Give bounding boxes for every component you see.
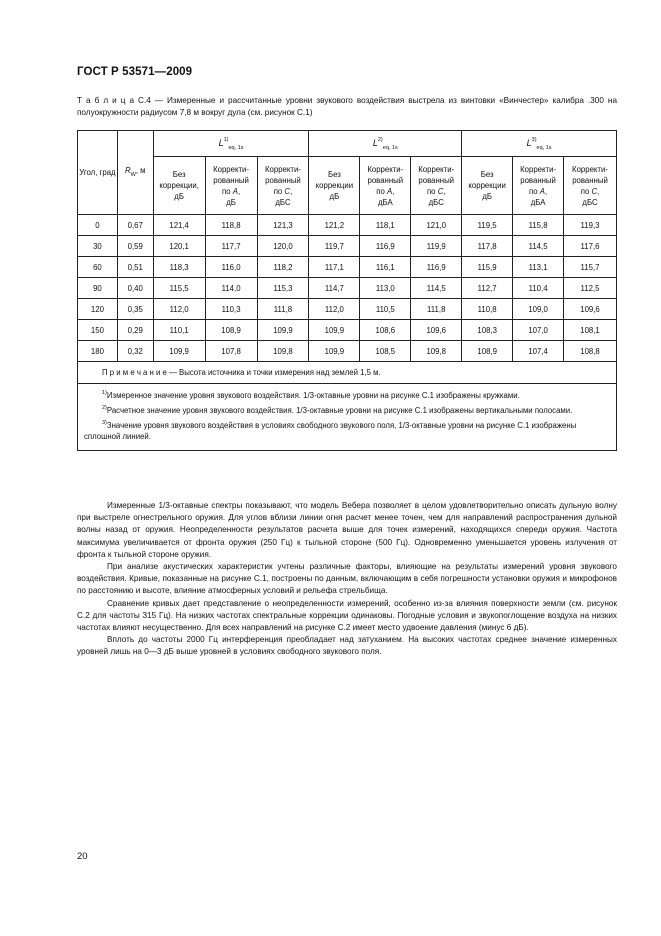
subheader-line: дБ (482, 192, 492, 201)
subheader-line: дБ (329, 192, 340, 201)
distance-cell: 0,67 (117, 215, 153, 236)
distance-cell: 0,35 (117, 299, 153, 320)
subheader-line: дБА (377, 197, 393, 207)
level-cell: 121,4 (153, 215, 205, 236)
level-cell: 110,4 (513, 278, 564, 299)
subheader-cell (205, 157, 257, 215)
subheader-line: дБА (530, 197, 546, 207)
level-cell: 118,3 (153, 257, 205, 278)
group-header-calculated: $L^{2)}_{eq, 1s}$ (309, 131, 462, 157)
level-cell: 107,8 (205, 341, 257, 362)
subheader-cell (564, 157, 617, 215)
correction-letter: А (386, 186, 393, 196)
level-cell: 110,5 (360, 299, 411, 320)
level-cell: 111,8 (411, 299, 462, 320)
level-cell: 118,8 (205, 215, 257, 236)
angle-cell: 150 (78, 320, 118, 341)
level-cell: 112,7 (462, 278, 513, 299)
level-cell: 109,8 (411, 341, 462, 362)
level-cell: 112,0 (153, 299, 205, 320)
paragraph: Сравнение кривых дает представление о неопределенности измерений, особенно из-за влияния поверхности земли (см. рисунок С.2 для частоты 315 Гц). На низких частотах спектральные коррекции одинаковы. Погодные условия и звукопоглощение воздуха на низких частотах влияют несущественно. Для всех направлений на рисунке С.2 имеет место удвоение давления (минус 6 дБ). (77, 598, 617, 633)
level-cell: 109,9 (257, 320, 309, 341)
subheader-line: коррекции (315, 181, 354, 190)
level-cell: 121,0 (411, 215, 462, 236)
level-cell: 108,6 (360, 320, 411, 341)
level-cell: 108,9 (462, 341, 513, 362)
level-cell: 121,3 (257, 215, 309, 236)
level-cell: 116,1 (360, 257, 411, 278)
document-header: ГОСТ Р 53571—2009 (77, 66, 193, 78)
level-cell: 109,9 (309, 341, 360, 362)
level-cell: 109,6 (564, 299, 617, 320)
level-cell: 117,6 (564, 236, 617, 257)
subheader-cell (153, 157, 205, 215)
paragraph: Измеренные 1/3-октавные спектры показывают, что модель Вебера позволяет в целом удовлетворительно описать дульную волну при выстреле огнестрельного оружия. Для углов вблизи линии огня расчет менее точен, чем для направлений распространения дульной волны назад от оружия. Неопределенности результатов расчета выше для точек измерений, находящихся спереди оружия. Частота максимума увеличивается от фронта оружия (250 Гц) к тыльной стороне (500 Гц). Одновременно уменьшается уровень излучения от фронта к тыльной стороне оружия. (77, 501, 617, 559)
table-note: П р и м е ч а н и е — Высота источника и точки измерения над землей 1,5 м. (78, 362, 617, 384)
table-caption: Т а б л и ц а С.4 — Измеренные и рассчитанные уровни звукового воздействия выстрела из винтовки «Винчестер» калибра .300 на полуокружности радиусом 7,8 м вокруг дула (см. рисунок С.1) (77, 96, 617, 117)
subheader-line: по А, (529, 186, 548, 196)
subheader-line: Без (480, 170, 494, 179)
level-cell: 109,9 (309, 320, 360, 341)
table-row (78, 278, 617, 299)
angle-cell: 180 (78, 341, 118, 362)
table-footnotes (78, 384, 617, 451)
level-cell: 118,2 (257, 257, 309, 278)
level-cell: 114,7 (309, 278, 360, 299)
table-row (78, 341, 617, 362)
level-cell: 113,1 (513, 257, 564, 278)
level-cell: 108,5 (360, 341, 411, 362)
distance-cell: 0,59 (117, 236, 153, 257)
level-cell: 112,0 (309, 299, 360, 320)
level-cell: 108,1 (564, 320, 617, 341)
level-cell: 116,0 (205, 257, 257, 278)
correction-letter: А (539, 186, 545, 196)
level-cell: 109,8 (257, 341, 309, 362)
group-header-measured: $L^{1)}_{eq, 1s}$ (153, 131, 309, 157)
angle-cell: 30 (78, 236, 118, 257)
level-cell: 107,0 (513, 320, 564, 341)
table-row (78, 215, 617, 236)
subheader-line: рованный (265, 175, 301, 185)
subheader-line: дБ (226, 197, 236, 207)
level-cell: 119,5 (462, 215, 513, 236)
correction-letter: С (284, 186, 291, 196)
level-cell: 116,9 (411, 257, 462, 278)
level-cell: 109,9 (153, 341, 205, 362)
correction-letter: А (232, 186, 238, 196)
level-cell: 119,3 (564, 215, 617, 236)
subheader-line: рованный (367, 175, 404, 185)
subheader-line: по С, (273, 186, 293, 196)
subheader-line: по С, (426, 186, 446, 196)
level-cell: 119,9 (411, 236, 462, 257)
level-cell: 108,3 (462, 320, 513, 341)
subheader-line: Корректи- (213, 164, 250, 174)
level-cell: 115,9 (462, 257, 513, 278)
header-angle: Угол, град (78, 131, 118, 215)
level-cell: 115,5 (153, 278, 205, 299)
level-cell: 108,8 (564, 341, 617, 362)
subheader-cell (411, 157, 462, 215)
subheader-line: Корректи- (520, 164, 557, 174)
distance-cell: 0,29 (117, 320, 153, 341)
level-cell: 114,5 (411, 278, 462, 299)
subheader-cell (257, 157, 309, 215)
level-cell: 108,9 (205, 320, 257, 341)
table-row (78, 257, 617, 278)
subheader-line: коррекции, (159, 181, 199, 190)
subheader-line: Без (172, 170, 186, 179)
subheader-line: дБС (275, 197, 291, 207)
subheader-line: Корректи- (367, 164, 404, 174)
subheader-line: рованный (418, 175, 455, 185)
level-cell: 115,3 (257, 278, 309, 299)
subheader-line: Корректи- (265, 164, 301, 174)
level-cell: 121,2 (309, 215, 360, 236)
subheader-line: по А, (222, 186, 241, 196)
subheader-line: Без (327, 170, 341, 179)
level-cell: 109,0 (513, 299, 564, 320)
results-table (77, 130, 617, 451)
distance-cell: 0,40 (117, 278, 153, 299)
paragraph: Вплоть до частоты 2000 Гц интерференция преобладает над затуханием. На высоких частотах среднее значение измеренных уровней лишь на 0—3 дБ выше уровней в условиях свободного звукового поля. (77, 635, 617, 657)
subheader-line: по А, (376, 186, 395, 196)
level-cell: 113,0 (360, 278, 411, 299)
level-cell: 110,3 (205, 299, 257, 320)
level-cell: 117,7 (205, 236, 257, 257)
angle-cell: 90 (78, 278, 118, 299)
level-cell: 107,4 (513, 341, 564, 362)
angle-cell: 60 (78, 257, 118, 278)
level-cell: 119,7 (309, 236, 360, 257)
subheader-cell (360, 157, 411, 215)
subheader-line: рованный (213, 175, 249, 185)
level-cell: 110,1 (153, 320, 205, 341)
body-text (77, 500, 617, 659)
level-cell: 111,8 (257, 299, 309, 320)
angle-cell: 120 (78, 299, 118, 320)
table-row (78, 236, 617, 257)
table-row (78, 299, 617, 320)
angle-cell: 0 (78, 215, 118, 236)
group-header-free-field: $L^{3)}_{eq, 1s}$ (462, 131, 617, 157)
level-cell: 112,5 (564, 278, 617, 299)
subheader-cell (513, 157, 564, 215)
footnote-2: $^{2)}$Расчетное значение уровня звукового воздействия. 1/3-октавные уровни на рисунке С.1 изображены вертикальными полосами. (102, 405, 573, 415)
table-row (78, 320, 617, 341)
correction-letter: С (591, 186, 598, 196)
footnote-1: $^{1)}$Измеренное значение уровня звукового воздействия. 1/3-октавные уровни на рисунке С.1 изображены кружками. (102, 390, 520, 400)
correction-letter: С (437, 186, 444, 196)
level-cell: 116,9 (360, 236, 411, 257)
level-cell: 117,8 (462, 236, 513, 257)
level-cell: 117,1 (309, 257, 360, 278)
level-cell: 115,7 (564, 257, 617, 278)
subheader-line: дБС (582, 197, 598, 207)
subheader-line: Корректи- (418, 164, 455, 174)
subheader-line: Корректи- (572, 164, 608, 174)
level-cell: 114,0 (205, 278, 257, 299)
subheader-cell (309, 157, 360, 215)
level-cell: 115,8 (513, 215, 564, 236)
paragraph: При анализе акустических характеристик учтены различные факторы, влияющие на результаты измерений уровня звукового воздействия. Кривые, показанные на рисунке С.1, построены по данным, включающим в себя погрешности установки оружия и микрофонов по расстоянию и высоте, влияние атмосферных условий и рельефа стрельбища. (77, 562, 617, 596)
distance-cell: 0,32 (117, 341, 153, 362)
footnote-3: $^{3)}$Значение уровня звукового воздействия в условиях свободного звукового поля, 1/3-октавные уровни на рисунке С.1 изображены сплошной линией. (84, 420, 577, 441)
subheader-line: рованный (572, 175, 608, 185)
distance-cell: 0,51 (117, 257, 153, 278)
level-cell: 120,0 (257, 236, 309, 257)
level-cell: 114,5 (513, 236, 564, 257)
subheader-line: коррекции (468, 181, 506, 190)
level-cell: 110,8 (462, 299, 513, 320)
subheader-cell (462, 157, 513, 215)
subheader-line: дБС (428, 197, 444, 207)
page-number: 20 (77, 851, 88, 862)
header-distance: $R_W$, м (117, 131, 153, 215)
subheader-line: дБ (174, 192, 184, 201)
level-cell: 118,1 (360, 215, 411, 236)
level-cell: 109,6 (411, 320, 462, 341)
subheader-line: рованный (520, 175, 556, 185)
subheader-line: по С, (580, 186, 600, 196)
level-cell: 120,1 (153, 236, 205, 257)
